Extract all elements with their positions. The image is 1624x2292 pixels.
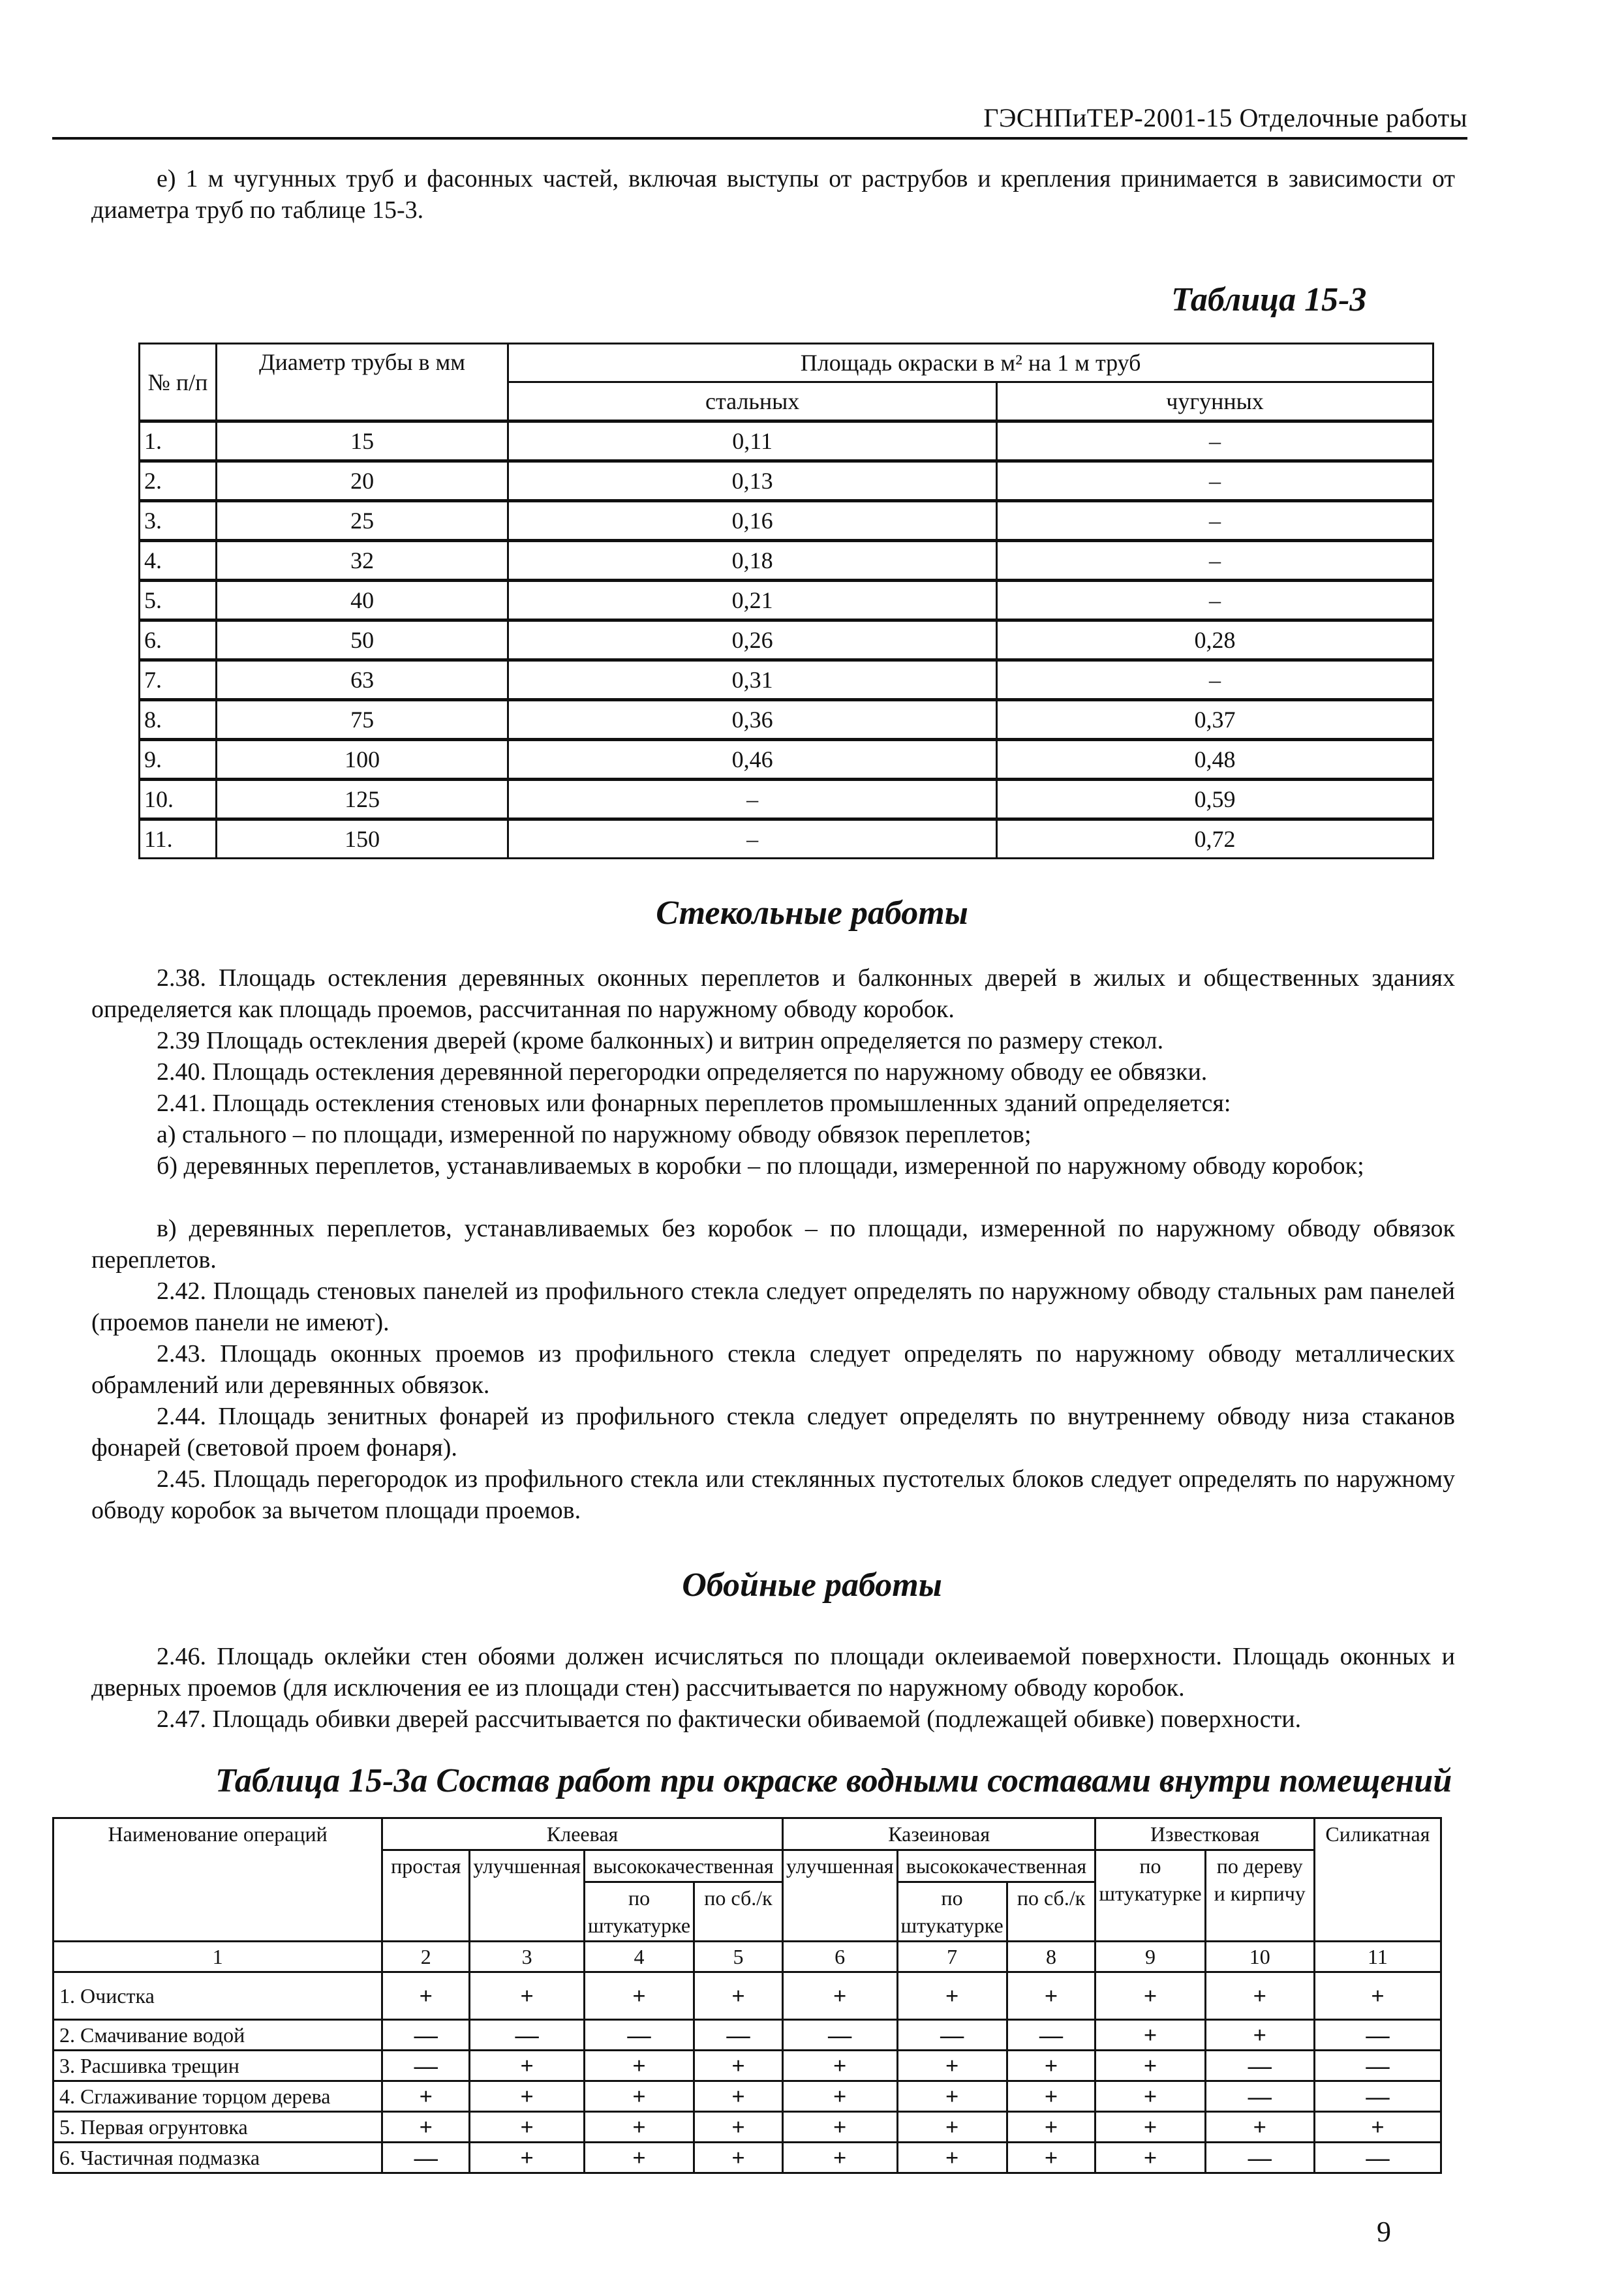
table-row <box>54 1972 1441 2020</box>
cell-steel: 0,11 <box>508 421 997 461</box>
mark-cell: + <box>470 1972 585 2020</box>
mark-cell: + <box>1095 2051 1205 2081</box>
cell-diameter: 40 <box>216 581 508 620</box>
cell-num: 1. <box>140 421 217 461</box>
lime-wood-brick-header: по дереву и кирпичу <box>1205 1850 1314 1942</box>
paragraph <box>91 1401 1455 1463</box>
paragraph <box>91 1463 1455 1526</box>
cell-steel: 0,31 <box>508 660 997 700</box>
group-glue-header: Клеевая <box>382 1818 783 1850</box>
mark-cell: — <box>470 2020 585 2051</box>
mark-cell: + <box>584 2112 694 2143</box>
mark-cell: + <box>1095 1972 1205 2020</box>
table-row <box>140 780 1433 819</box>
cell-diameter: 75 <box>216 700 508 740</box>
lime-plaster-header: по штукатурке <box>1095 1850 1205 1942</box>
mark-cell: + <box>382 1972 470 2020</box>
cell-diameter: 20 <box>216 461 508 501</box>
paragraph <box>91 1338 1455 1401</box>
mark-cell: — <box>1205 2143 1314 2173</box>
col-diameter-header: Диаметр трубы в мм <box>216 344 508 421</box>
column-number: 10 <box>1205 1942 1314 1972</box>
table-row <box>54 2143 1441 2173</box>
cell-cast-iron: – <box>997 421 1433 461</box>
paragraph-text: 2.46. Площадь оклейки стен обоями должен исчисляться по площади оклеиваемой поверхности. Площадь оконных и дверных проемов (для исключения ее из площади стен) рассчитывается по наружному обводу коробок. <box>91 1643 1455 1702</box>
col-steel-header: стальных <box>508 382 997 421</box>
casein-hq-plaster-header: по штукатурке <box>897 1882 1007 1942</box>
cell-num: 5. <box>140 581 217 620</box>
col-num-header: № п/п <box>140 344 217 421</box>
table-row <box>54 2020 1441 2051</box>
mark-cell: + <box>782 1972 897 2020</box>
table-15-3a <box>52 1817 1442 2174</box>
mark-cell: + <box>470 2112 585 2143</box>
glass-section-title: Стекольные работы <box>656 894 968 932</box>
mark-cell: + <box>782 2112 897 2143</box>
mark-cell: + <box>584 2143 694 2173</box>
cell-diameter: 125 <box>216 780 508 819</box>
cell-cast-iron: 0,37 <box>997 700 1433 740</box>
group-casein-header: Казеиновая <box>782 1818 1095 1850</box>
page-header <box>52 98 1467 140</box>
mark-cell: + <box>382 2081 470 2112</box>
table-row <box>140 541 1433 581</box>
glue-high-quality-header: высококачественная <box>584 1850 782 1882</box>
paragraph <box>91 962 1455 1025</box>
paragraph-text: 2.47. Площадь обивки дверей рассчитывается по фактически обиваемой (подлежащей обивке) поверхности. <box>157 1705 1302 1733</box>
paragraph <box>91 1704 1455 1735</box>
paragraph-text: 2.40. Площадь остекления деревянной перегородки определяется по наружному обводу ее обвязки. <box>157 1058 1208 1086</box>
operation-name: 2. Смачивание водой <box>54 2020 382 2051</box>
mark-cell: + <box>897 2051 1007 2081</box>
column-number-row <box>54 1942 1441 1972</box>
paragraph-text: 2.45. Площадь перегородок из профильного стекла или стеклянных пустотелых блоков следует определять по наружному обводу коробок за вычетом площади проемов. <box>91 1465 1455 1524</box>
casein-improved-header: улучшенная <box>782 1850 897 1942</box>
column-number: 8 <box>1007 1942 1095 1972</box>
paragraph <box>91 1641 1455 1704</box>
group-lime-header: Известковая <box>1095 1818 1315 1850</box>
table-row <box>140 581 1433 620</box>
cell-diameter: 25 <box>216 501 508 541</box>
mark-cell: + <box>1007 2081 1095 2112</box>
column-number: 11 <box>1314 1942 1441 1972</box>
paragraph <box>91 1056 1455 1088</box>
cell-cast-iron: 0,59 <box>997 780 1433 819</box>
cell-steel: 0,18 <box>508 541 997 581</box>
cell-num: 3. <box>140 501 217 541</box>
column-number: 9 <box>1095 1942 1205 1972</box>
mark-cell: — <box>382 2020 470 2051</box>
mark-cell: + <box>1007 2112 1095 2143</box>
col-operation-header: Наименование операций <box>54 1818 382 1942</box>
table-row <box>140 740 1433 780</box>
mark-cell: + <box>897 2143 1007 2173</box>
mark-cell: + <box>694 1972 783 2020</box>
mark-cell: + <box>1314 1972 1441 2020</box>
table-15-3a-caption: Таблица 15-3а Состав работ при окраске водными составами внутри помещений <box>215 1762 1452 1799</box>
mark-cell: + <box>1095 2081 1205 2112</box>
column-number: 5 <box>694 1942 783 1972</box>
mark-cell: + <box>694 2143 783 2173</box>
mark-cell: + <box>1095 2143 1205 2173</box>
mark-cell: + <box>694 2081 783 2112</box>
paragraph <box>91 1276 1455 1338</box>
table-row <box>140 819 1433 859</box>
cell-num: 6. <box>140 620 217 660</box>
cell-steel: 0,26 <box>508 620 997 660</box>
cell-cast-iron: – <box>997 581 1433 620</box>
cell-cast-iron: – <box>997 461 1433 501</box>
mark-cell: — <box>382 2051 470 2081</box>
mark-cell: — <box>1314 2020 1441 2051</box>
operation-name: 1. Очистка <box>54 1972 382 2020</box>
column-number: 3 <box>470 1942 585 1972</box>
cell-num: 9. <box>140 740 217 780</box>
mark-cell: — <box>382 2143 470 2173</box>
cell-steel: – <box>508 780 997 819</box>
paragraph <box>91 1025 1455 1056</box>
mark-cell: + <box>382 2112 470 2143</box>
column-number: 7 <box>897 1942 1007 1972</box>
table-row <box>140 421 1433 461</box>
casein-hq-drywall-header: по сб./к <box>1007 1882 1095 1942</box>
mark-cell: — <box>1205 2051 1314 2081</box>
glue-simple-header: простая <box>382 1850 470 1942</box>
mark-cell: + <box>1314 2112 1441 2143</box>
cell-cast-iron: 0,48 <box>997 740 1433 780</box>
mark-cell: + <box>782 2081 897 2112</box>
mark-cell: + <box>1007 2051 1095 2081</box>
paragraph-text: в) деревянных переплетов, устанавливаемых без коробок – по площади, измеренной по наружному обводу обвязок переплетов. <box>91 1215 1455 1274</box>
paragraph <box>91 1088 1455 1119</box>
column-number: 6 <box>782 1942 897 1972</box>
cell-cast-iron: – <box>997 501 1433 541</box>
casein-high-quality-header: высококачественная <box>897 1850 1095 1882</box>
page-number: 9 <box>1377 2216 1391 2248</box>
mark-cell: + <box>470 2143 585 2173</box>
mark-cell: + <box>584 2081 694 2112</box>
mark-cell: — <box>1314 2081 1441 2112</box>
paragraph <box>91 1150 1455 1182</box>
cell-steel: 0,46 <box>508 740 997 780</box>
paragraph-text: а) стального – по площади, измеренной по наружному обводу обвязок переплетов; <box>157 1121 1032 1148</box>
mark-cell: + <box>1095 2020 1205 2051</box>
column-number: 1 <box>54 1942 382 1972</box>
mark-cell: + <box>1205 1972 1314 2020</box>
cell-steel: 0,13 <box>508 461 997 501</box>
operation-name: 3. Расшивка трещин <box>54 2051 382 2081</box>
wallpaper-section-title: Обойные работы <box>682 1566 942 1604</box>
mark-cell: + <box>694 2112 783 2143</box>
glue-hq-plaster-header: по штукатурке <box>584 1882 694 1942</box>
cell-num: 4. <box>140 541 217 581</box>
cell-cast-iron: 0,72 <box>997 819 1433 859</box>
paragraph-text: 2.39 Площадь остекления дверей (кроме балконных) и витрин определяется по размеру стекол. <box>157 1027 1164 1054</box>
mark-cell: + <box>782 2051 897 2081</box>
mark-cell: + <box>1095 2112 1205 2143</box>
area-group-label: Площадь окраски в м² на 1 м труб <box>800 350 1141 376</box>
mark-cell: — <box>897 2020 1007 2051</box>
paragraph-text: 2.41. Площадь остекления стеновых или фонарных переплетов промышленных зданий определяется: <box>157 1090 1231 1117</box>
mark-cell: + <box>470 2081 585 2112</box>
cell-cast-iron: 0,28 <box>997 620 1433 660</box>
table-row <box>140 620 1433 660</box>
table-row <box>54 2051 1441 2081</box>
cell-diameter: 63 <box>216 660 508 700</box>
table-15-3 <box>138 343 1434 859</box>
col-cast-iron-header: чугунных <box>997 382 1433 421</box>
group-silicate-header: Силикатная <box>1314 1818 1441 1942</box>
cell-steel: 0,36 <box>508 700 997 740</box>
column-number: 4 <box>584 1942 694 1972</box>
mark-cell: + <box>470 2051 585 2081</box>
cell-steel: 0,21 <box>508 581 997 620</box>
mark-cell: + <box>694 2051 783 2081</box>
cell-diameter: 150 <box>216 819 508 859</box>
table-row <box>140 660 1433 700</box>
table-row <box>54 2081 1441 2112</box>
cell-diameter: 15 <box>216 421 508 461</box>
cell-num: 2. <box>140 461 217 501</box>
cell-steel: – <box>508 819 997 859</box>
mark-cell: — <box>1205 2081 1314 2112</box>
cell-num: 10. <box>140 780 217 819</box>
mark-cell: — <box>694 2020 783 2051</box>
mark-cell: + <box>1007 1972 1095 2020</box>
intro-paragraph <box>91 163 1455 226</box>
cell-num: 8. <box>140 700 217 740</box>
mark-cell: — <box>1314 2143 1441 2173</box>
operation-name: 5. Первая огрунтовка <box>54 2112 382 2143</box>
cell-num: 7. <box>140 660 217 700</box>
mark-cell: + <box>897 2112 1007 2143</box>
mark-cell: + <box>1007 2143 1095 2173</box>
cell-cast-iron: – <box>997 541 1433 581</box>
mark-cell: + <box>897 1972 1007 2020</box>
paragraph-text: 2.43. Площадь оконных проемов из профильного стекла следует определять по наружному обводу металлических обрамлений или деревянных обвязок. <box>91 1340 1455 1399</box>
mark-cell: — <box>782 2020 897 2051</box>
mark-cell: + <box>584 1972 694 2020</box>
intro-text: е) 1 м чугунных труб и фасонных частей, включая выступы от раструбов и крепления принимается в зависимости от диаметра труб по таблице 15-3. <box>91 165 1455 224</box>
cell-diameter: 100 <box>216 740 508 780</box>
mark-cell: + <box>1205 2020 1314 2051</box>
table-row <box>140 461 1433 501</box>
col-area-group-header <box>508 344 1433 382</box>
paragraph-text: 2.38. Площадь остекления деревянных оконных переплетов и балконных дверей в жилых и общественных зданиях определяется как площадь проемов, рассчитанная по наружному обводу коробок. <box>91 964 1455 1023</box>
mark-cell: + <box>584 2051 694 2081</box>
paragraph-text: 2.42. Площадь стеновых панелей из профильного стекла следует определять по наружному обводу стальных рам панелей (проемов панели не имеют). <box>91 1277 1455 1336</box>
paragraph <box>91 1213 1455 1276</box>
running-title: ГЭСНПиТЕР-2001-15 Отделочные работы <box>983 103 1467 132</box>
paragraph-text: 2.44. Площадь зенитных фонарей из профильного стекла следует определять по внутреннему обводу низа стаканов фонарей (световой проем фонаря). <box>91 1403 1455 1461</box>
mark-cell: — <box>1007 2020 1095 2051</box>
mark-cell: + <box>1205 2112 1314 2143</box>
glue-hq-drywall-header: по сб./к <box>694 1882 783 1942</box>
cell-diameter: 50 <box>216 620 508 660</box>
table-row <box>54 2112 1441 2143</box>
mark-cell: + <box>897 2081 1007 2112</box>
cell-diameter: 32 <box>216 541 508 581</box>
operation-name: 6. Частичная подмазка <box>54 2143 382 2173</box>
table-15-3-caption: Таблица 15-3 <box>1171 281 1367 318</box>
paragraph-text: б) деревянных переплетов, устанавливаемых в коробки – по площади, измеренной по наружному обводу коробок; <box>157 1152 1364 1180</box>
table-row <box>140 501 1433 541</box>
cell-num: 11. <box>140 819 217 859</box>
mark-cell: — <box>1314 2051 1441 2081</box>
cell-cast-iron: – <box>997 660 1433 700</box>
table-row <box>140 700 1433 740</box>
paragraph <box>91 1119 1455 1150</box>
mark-cell: — <box>584 2020 694 2051</box>
operation-name: 4. Сглаживание торцом дерева <box>54 2081 382 2112</box>
column-number: 2 <box>382 1942 470 1972</box>
mark-cell: + <box>782 2143 897 2173</box>
glue-improved-header: улучшенная <box>470 1850 585 1942</box>
cell-steel: 0,16 <box>508 501 997 541</box>
